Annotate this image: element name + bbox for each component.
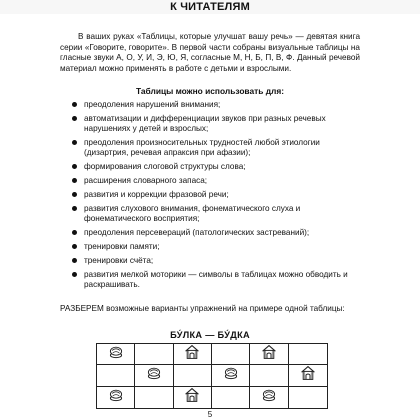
kennel-icon: [300, 365, 316, 386]
list-item: расширения словарного запаса;: [60, 176, 370, 186]
table-cell: [97, 387, 135, 408]
page-number: 5: [207, 410, 213, 419]
table-cell: [212, 365, 250, 386]
list-heading: Таблицы можно использовать для:: [135, 86, 285, 96]
table-title: БУ́ЛКА — БУ́ДКА: [170, 330, 250, 340]
bullet-icon: [72, 102, 77, 107]
list-item: формирования слоговой структуры слова;: [60, 162, 370, 172]
table-cell: [250, 344, 288, 365]
bullet-icon: [72, 258, 77, 263]
bullet-icon: [72, 206, 77, 211]
table-cell: [97, 344, 135, 365]
list-item: преодоления персевераций (патологических застреваний);: [60, 228, 370, 238]
bun-icon: [223, 365, 239, 386]
list-item: тренировки памяти;: [60, 242, 370, 252]
table-cell: [289, 387, 327, 408]
picture-table: [96, 343, 328, 409]
bullet-icon: [72, 192, 77, 197]
kennel-icon: [184, 344, 200, 365]
page-title: К ЧИТАТЕЛЯМ: [170, 1, 250, 13]
table-cell: [135, 344, 173, 365]
list-item: развития и коррекции фразовой речи;: [60, 190, 370, 200]
intro-paragraph: В ваших руках «Таблицы, которые улучшат вашу речь» — девятая книга серии «Говорите, говорите». В первой части собраны визуальные таблицы на гласные звуки А, О, У, И, Э, Ю, Я, согласные М, Н, Б, П, В, Ф. Данный речевой материал можно применять в работе с детьми и взрослыми.: [60, 32, 360, 73]
bullet-icon: [72, 230, 77, 235]
list-item: тренировки счёта;: [60, 256, 370, 266]
bullet-icon: [72, 244, 77, 249]
table-cell: [212, 344, 250, 365]
list-item: преодоления произносительных трудностей любой этиологии (дизартрия, речевая апраксия при афазии);: [60, 138, 370, 158]
list-item: автоматизации и дифференциации звуков при разных речевых нарушениях у детей и взрослых;: [60, 114, 370, 134]
table-cell: [250, 387, 288, 408]
table-cell: [135, 387, 173, 408]
list-item: развития слухового внимания, фонематического слуха и фонематического восприятия;: [60, 204, 370, 224]
table-cell: [174, 387, 212, 408]
kennel-icon: [261, 344, 277, 365]
table-cell: [174, 344, 212, 365]
table-cell: [250, 365, 288, 386]
bun-icon: [108, 387, 124, 408]
bun-icon: [108, 344, 124, 365]
bullet-icon: [72, 140, 77, 145]
bullet-icon: [72, 116, 77, 121]
table-cell: [135, 365, 173, 386]
table-cell: [289, 344, 327, 365]
bullet-icon: [72, 272, 77, 277]
table-cell: [212, 387, 250, 408]
kennel-icon: [184, 387, 200, 408]
table-cell: [174, 365, 212, 386]
table-cell: [97, 365, 135, 386]
list-item: преодоления нарушений внимания;: [60, 100, 370, 110]
bullet-icon: [72, 178, 77, 183]
bullet-icon: [72, 164, 77, 169]
bun-icon: [146, 365, 162, 386]
bun-icon: [261, 387, 277, 408]
list-item: развития мелкой моторики — символы в таблицах можно обводить и раскрашивать.: [60, 270, 370, 290]
outro-paragraph: РАЗБЕРЕМ возможные варианты упражнений на примере одной таблицы:: [60, 304, 345, 313]
table-cell: [289, 365, 327, 386]
